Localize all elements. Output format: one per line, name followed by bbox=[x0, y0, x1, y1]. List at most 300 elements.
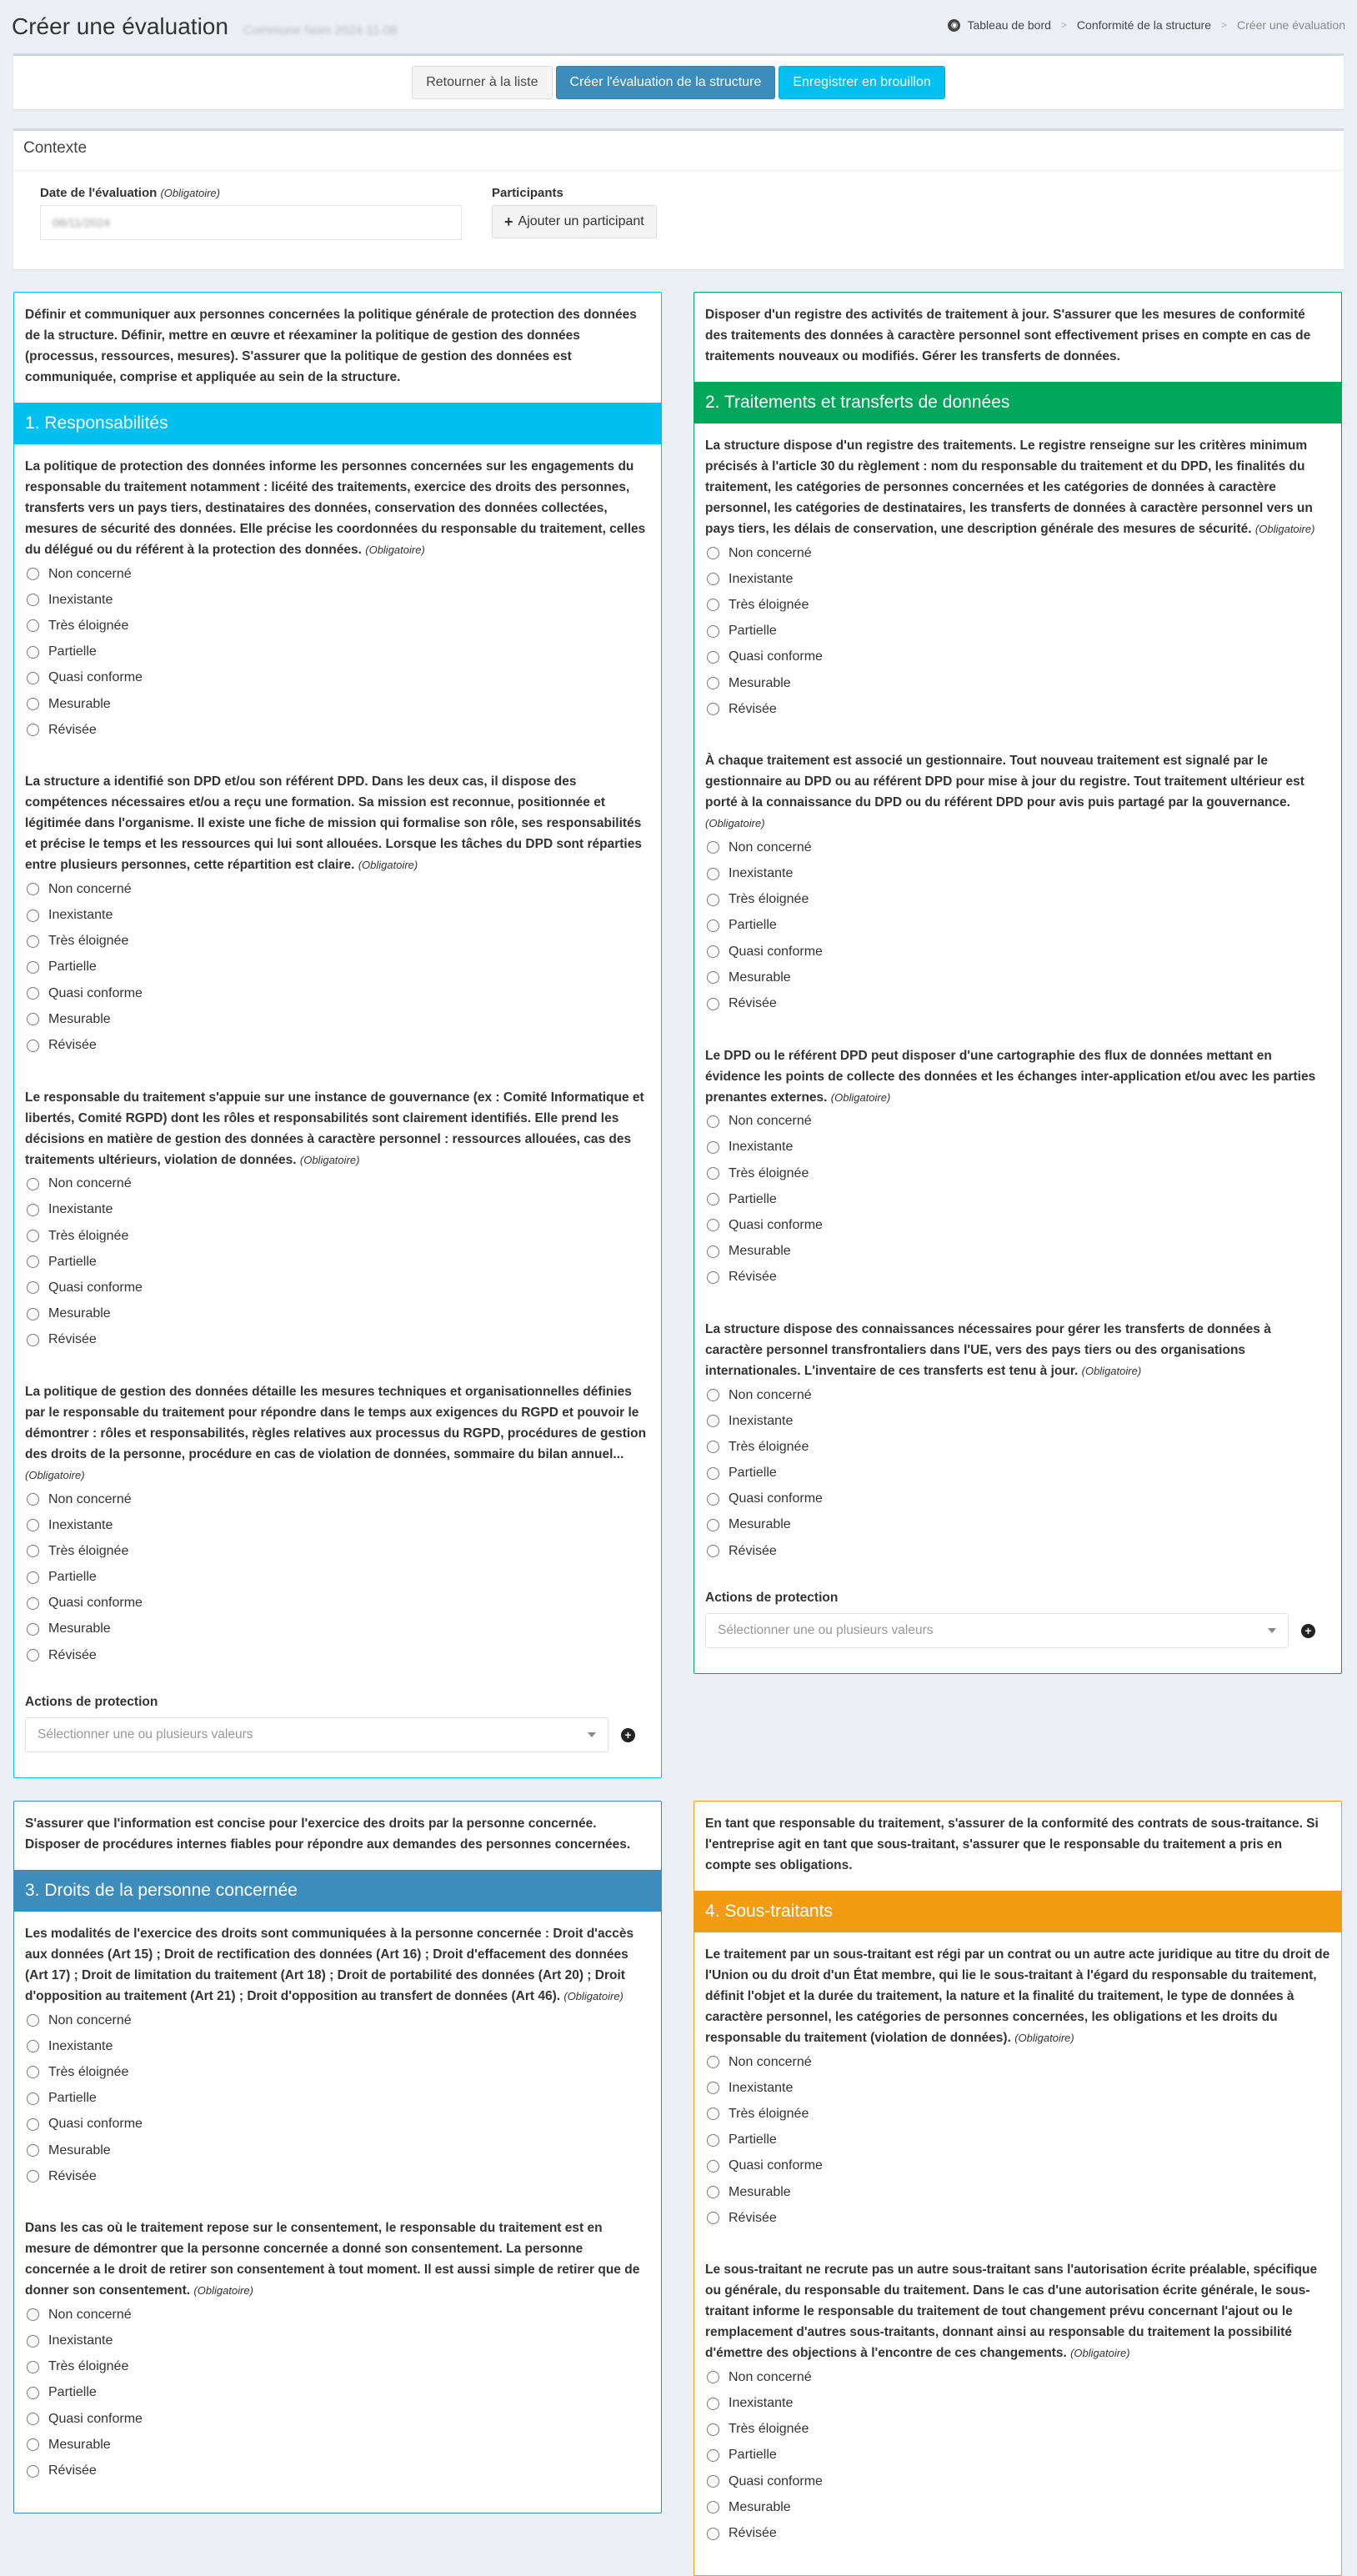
radio-button[interactable] bbox=[707, 2475, 719, 2488]
radio-option[interactable] bbox=[705, 2075, 1330, 2101]
radio-label: Mesurable bbox=[729, 2184, 791, 2199]
radio-button[interactable] bbox=[27, 1649, 39, 1661]
radio-button[interactable] bbox=[707, 1219, 719, 1231]
required-hint: (Obligatoire) bbox=[1014, 2032, 1074, 2044]
radio-button[interactable] bbox=[707, 625, 719, 638]
radio-option[interactable] bbox=[705, 696, 1330, 722]
radio-label: Inexistante bbox=[48, 1517, 113, 1532]
radio-button[interactable] bbox=[707, 1415, 719, 1427]
action-bar bbox=[13, 53, 1344, 109]
radio-label: Quasi conforme bbox=[729, 1491, 823, 1506]
date-input[interactable] bbox=[40, 205, 462, 240]
question-label: Le sous-traitant ne recrute pas un autre sous-traitant sans l'autorisation écrite préalable, spécifique ou générale, du responsable du traitement. Dans le cas d'une autorisation écrite générale, le sous-traitant informe le responsable du traitement de tout changement prévu concernant l'ajout ou le remplacement d'autres sous-traitants, donnant ainsi au responsable du traitement la possibilité d'émettre des objections à l'encontre de ces changements. bbox=[705, 2263, 1318, 2361]
section-column-right-1 bbox=[694, 292, 1342, 1674]
question bbox=[705, 435, 1330, 722]
radio-option[interactable] bbox=[705, 887, 1330, 913]
radio-button[interactable] bbox=[707, 998, 719, 1010]
radio-option[interactable] bbox=[25, 1006, 650, 1032]
radio-option[interactable] bbox=[25, 665, 650, 691]
question-text bbox=[25, 1923, 650, 2007]
radio-label: Inexistante bbox=[48, 2333, 113, 2348]
radio-option[interactable] bbox=[25, 2137, 650, 2163]
actions-protection-row bbox=[25, 1717, 650, 1777]
radio-label: Non concerné bbox=[729, 839, 812, 854]
section-spacer bbox=[694, 1876, 1341, 1891]
radio-button[interactable] bbox=[27, 1230, 39, 1242]
radio-label: Très éloignée bbox=[48, 934, 129, 949]
radio-label: Quasi conforme bbox=[729, 944, 823, 959]
radio-label: Non concerné bbox=[48, 1176, 132, 1191]
radio-option[interactable] bbox=[25, 1032, 650, 1058]
radio-option[interactable] bbox=[705, 1408, 1330, 1434]
radio-button[interactable] bbox=[27, 987, 39, 1000]
radio-option[interactable] bbox=[25, 1538, 650, 1564]
radio-label: Quasi conforme bbox=[48, 985, 143, 1000]
radio-button[interactable] bbox=[707, 1245, 719, 1258]
section-header: 2. Traitements et transferts de données bbox=[694, 382, 1341, 423]
radio-button[interactable] bbox=[27, 2014, 39, 2027]
radio-label: Mesurable bbox=[729, 1517, 791, 1532]
radio-button[interactable] bbox=[707, 2212, 719, 2224]
question-label: La politique de gestion des données détaille les mesures techniques et organisationnelles définies par le responsable du traitement pour répondre dans le temps aux exigences du RGPD et pouvoir le démontrer : rôles et responsabilités, règles relatives aux processus du RGPD, procédures de gestion des droits de la personne, procédure en cas de violation de données, sommaire du bilan annuel... bbox=[25, 1384, 647, 1461]
radio-option[interactable] bbox=[705, 965, 1330, 990]
radio-button[interactable] bbox=[27, 2387, 39, 2399]
page-title-text: Créer une évaluation bbox=[12, 13, 228, 39]
radio-button[interactable] bbox=[707, 2449, 719, 2462]
question bbox=[25, 1923, 650, 2189]
radio-option[interactable] bbox=[25, 691, 650, 717]
radio-option[interactable] bbox=[705, 540, 1330, 566]
radio-option[interactable] bbox=[25, 2406, 650, 2432]
radio-option[interactable] bbox=[25, 587, 650, 613]
breadcrumb-current: Créer une évaluation bbox=[1237, 18, 1345, 32]
question bbox=[25, 456, 650, 743]
radio-label: Non concerné bbox=[48, 881, 132, 896]
radio-option[interactable] bbox=[705, 619, 1330, 644]
radio-option[interactable] bbox=[25, 2380, 650, 2406]
radio-label: Non concerné bbox=[729, 1387, 812, 1402]
radio-label: Quasi conforme bbox=[729, 1217, 823, 1232]
radio-button[interactable] bbox=[707, 2160, 719, 2173]
radio-label: Révisée bbox=[48, 1038, 97, 1053]
section-column-left-2 bbox=[13, 1801, 662, 2513]
radio-button[interactable] bbox=[707, 1141, 719, 1154]
radio-option[interactable] bbox=[705, 644, 1330, 670]
section-body bbox=[14, 1912, 661, 2484]
radio-option[interactable] bbox=[705, 2364, 1330, 2390]
radio-label: Quasi conforme bbox=[48, 2117, 143, 2132]
radio-button[interactable] bbox=[27, 568, 39, 580]
radio-label: Très éloignée bbox=[729, 597, 809, 612]
radio-button[interactable] bbox=[27, 1308, 39, 1321]
page-subtitle: Commune Nom 2024-11-08 bbox=[243, 23, 398, 38]
question-label: Le DPD ou le référent DPD peut disposer d'une cartographie des flux de données mettant en évidence les points de collecte des données et les échanges inter-application et/ou avec les parties prenantes externes. bbox=[705, 1048, 1316, 1105]
radio-button[interactable] bbox=[27, 619, 39, 632]
radio-label: Révisée bbox=[729, 1270, 777, 1285]
radio-option[interactable] bbox=[705, 1461, 1330, 1486]
radio-button[interactable] bbox=[707, 1545, 719, 1557]
page-title bbox=[12, 12, 398, 46]
radio-label: Inexistante bbox=[729, 571, 794, 586]
radio-button[interactable] bbox=[27, 1040, 39, 1052]
radio-button[interactable] bbox=[707, 1167, 719, 1180]
radio-option[interactable] bbox=[25, 2163, 650, 2189]
radio-option[interactable] bbox=[705, 2127, 1330, 2153]
radio-option[interactable] bbox=[705, 834, 1330, 860]
radio-button[interactable] bbox=[27, 1623, 39, 1636]
radio-button[interactable] bbox=[27, 672, 39, 684]
radio-option[interactable] bbox=[25, 1301, 650, 1327]
radio-label: Révisée bbox=[729, 2526, 777, 2541]
radio-button[interactable] bbox=[27, 2170, 39, 2183]
radio-button[interactable] bbox=[707, 677, 719, 689]
radio-button[interactable] bbox=[707, 547, 719, 559]
context-title: Contexte bbox=[13, 131, 1344, 171]
question-label: Le responsable du traitement s'appuie sur une instance de gouvernance (ex : Comité Informatique et libertés, Comité RGPD) dont les rôles et responsabilités sont clairement identifiés. Elle prend les décisions en matière de gestion des données à caractère personnel : ressources allouées, cas des traitements ultérieurs, violation de données. bbox=[25, 1090, 644, 1167]
breadcrumb-dashboard[interactable]: Tableau de bord bbox=[967, 18, 1051, 32]
question-text bbox=[25, 1087, 650, 1170]
radio-option[interactable] bbox=[25, 717, 650, 743]
radio-button[interactable] bbox=[27, 883, 39, 895]
question-text bbox=[705, 1045, 1330, 1108]
radio-option[interactable] bbox=[705, 939, 1330, 965]
question-label: La structure dispose des connaissances nécessaires pour gérer les transferts de données à caractère personnel transfrontaliers dans l'UE, vers des pays tiers ou des organisations internationales. L'inventaire de ces transferts est tenu à jour. bbox=[705, 1321, 1271, 1378]
radio-button[interactable] bbox=[707, 868, 719, 880]
plus-icon: + bbox=[504, 213, 513, 230]
radio-button[interactable] bbox=[707, 945, 719, 958]
radio-option[interactable] bbox=[705, 566, 1330, 592]
section-spacer bbox=[14, 388, 661, 403]
radio-button[interactable] bbox=[707, 2501, 719, 2513]
radio-label: Mesurable bbox=[48, 2437, 111, 2452]
radio-button[interactable] bbox=[27, 1013, 39, 1025]
add-action-icon[interactable]: + bbox=[621, 1728, 635, 1742]
radio-option[interactable] bbox=[25, 1512, 650, 1538]
radio-option[interactable] bbox=[705, 2179, 1330, 2205]
radio-option[interactable] bbox=[705, 2468, 1330, 2494]
radio-option[interactable] bbox=[25, 1642, 650, 1668]
radio-label: Mesurable bbox=[48, 696, 111, 711]
radio-label: Partielle bbox=[48, 2385, 97, 2400]
required-hint: (Obligatoire) bbox=[830, 1090, 891, 1104]
radio-option[interactable] bbox=[25, 2112, 650, 2137]
section-body bbox=[14, 444, 661, 1777]
radio-button[interactable] bbox=[27, 2118, 39, 2131]
radio-option[interactable] bbox=[25, 929, 650, 955]
radio-button[interactable] bbox=[707, 1519, 719, 1531]
radio-option[interactable] bbox=[705, 1512, 1330, 1538]
radio-label: Non concerné bbox=[729, 1114, 812, 1129]
breadcrumb bbox=[948, 18, 1345, 32]
radio-option[interactable] bbox=[25, 613, 650, 639]
add-participant-label: Ajouter un participant bbox=[518, 214, 644, 228]
radio-button[interactable] bbox=[27, 1204, 39, 1216]
question-label: À chaque traitement est associé un gestionnaire. Tout nouveau traitement est signalé par le gestionnaire au DPD ou au référent DPD pour mise à jour du registre. Tout traitement ultérieur est porté à la connaissance du DPD ou du référent DPD pour avis puis partagé par la gouvernance. bbox=[705, 754, 1304, 810]
radio-option[interactable] bbox=[25, 955, 650, 980]
radio-option[interactable] bbox=[705, 1135, 1330, 1160]
radio-option[interactable] bbox=[705, 2391, 1330, 2417]
radio-label: Inexistante bbox=[48, 592, 113, 607]
radio-button[interactable] bbox=[27, 1178, 39, 1190]
radio-button[interactable] bbox=[707, 2398, 719, 2410]
radio-label: Révisée bbox=[729, 1543, 777, 1558]
question bbox=[705, 2259, 1330, 2546]
section-body bbox=[694, 423, 1341, 1673]
radio-label: Mesurable bbox=[729, 2499, 791, 2514]
radio-button[interactable] bbox=[27, 2335, 39, 2348]
radio-button[interactable] bbox=[27, 2066, 39, 2078]
radio-button[interactable] bbox=[27, 2413, 39, 2425]
create-evaluation-button[interactable]: Créer l'évaluation de la structure bbox=[556, 66, 776, 99]
save-draft-button[interactable]: Enregistrer en brouillon bbox=[779, 66, 944, 99]
section-intro: Définir et communiquer aux personnes concernées la politique générale de protection des données de la structure. Définir, mettre en œuvre et réexaminer la politique de gestion des données (processus, ressources, mesures). S'assurer que la politique de gestion des données est communiquée, comprise et appliquée au sein de la structure. bbox=[25, 308, 637, 384]
select-placeholder: Sélectionner une ou plusieurs valeurs bbox=[38, 1727, 253, 1742]
radio-button[interactable] bbox=[27, 1493, 39, 1506]
section-body bbox=[694, 1932, 1341, 2547]
question bbox=[25, 2218, 650, 2483]
radio-option[interactable] bbox=[25, 980, 650, 1006]
radio-button[interactable] bbox=[27, 2040, 39, 2052]
radio-button[interactable] bbox=[707, 2528, 719, 2540]
radio-option[interactable] bbox=[705, 592, 1330, 618]
radio-option[interactable] bbox=[25, 1223, 650, 1249]
radio-option[interactable] bbox=[25, 2033, 650, 2059]
question bbox=[705, 1319, 1330, 1564]
section-responsabilites bbox=[13, 292, 662, 1778]
radio-option[interactable] bbox=[25, 1197, 650, 1223]
radio-button[interactable] bbox=[707, 2107, 719, 2120]
radio-button[interactable] bbox=[27, 1545, 39, 1557]
radio-button[interactable] bbox=[707, 920, 719, 932]
radio-button[interactable] bbox=[707, 1193, 719, 1205]
actions-protection-row bbox=[705, 1613, 1330, 1673]
radio-button[interactable] bbox=[27, 1334, 39, 1346]
question-text bbox=[25, 456, 650, 560]
radio-option[interactable] bbox=[25, 2354, 650, 2380]
radio-option[interactable] bbox=[25, 2328, 650, 2354]
radio-option[interactable] bbox=[705, 1239, 1330, 1265]
radio-button[interactable] bbox=[27, 646, 39, 659]
radio-option[interactable] bbox=[25, 876, 650, 902]
radio-label: Non concerné bbox=[48, 2012, 132, 2027]
radio-button[interactable] bbox=[27, 1571, 39, 1584]
radio-button[interactable] bbox=[707, 703, 719, 715]
radio-option[interactable] bbox=[705, 1109, 1330, 1135]
radio-label: Révisée bbox=[729, 701, 777, 716]
radio-button[interactable] bbox=[707, 894, 719, 906]
radio-option[interactable] bbox=[705, 2494, 1330, 2520]
radio-label: Très éloignée bbox=[729, 2422, 809, 2437]
add-action-icon[interactable]: + bbox=[1301, 1624, 1315, 1638]
radio-option[interactable] bbox=[705, 2049, 1330, 2075]
radio-option[interactable] bbox=[25, 2086, 650, 2112]
radio-label: Mesurable bbox=[48, 1011, 111, 1026]
radio-option[interactable] bbox=[25, 2007, 650, 2033]
radio-button[interactable] bbox=[707, 2082, 719, 2094]
radio-button[interactable] bbox=[27, 910, 39, 922]
radio-button[interactable] bbox=[707, 573, 719, 585]
radio-label: Très éloignée bbox=[729, 892, 809, 907]
radio-button[interactable] bbox=[27, 961, 39, 974]
radio-label: Quasi conforme bbox=[729, 649, 823, 664]
radio-option[interactable] bbox=[25, 903, 650, 929]
radio-label: Très éloignée bbox=[48, 2064, 129, 2079]
radio-button[interactable] bbox=[27, 1597, 39, 1610]
required-hint: (Obligatoire) bbox=[25, 1468, 85, 1481]
radio-button[interactable] bbox=[707, 1441, 719, 1453]
radio-label: Partielle bbox=[729, 2132, 777, 2148]
radio-label: Très éloignée bbox=[48, 1228, 129, 1243]
radio-option[interactable] bbox=[25, 2059, 650, 2085]
radio-label: Inexistante bbox=[729, 1140, 794, 1155]
radio-button[interactable] bbox=[707, 651, 719, 664]
radio-option[interactable] bbox=[705, 913, 1330, 939]
add-participant-button[interactable] bbox=[492, 205, 657, 238]
radio-button[interactable] bbox=[27, 594, 39, 606]
radio-button[interactable] bbox=[27, 698, 39, 710]
participants-label: Participants bbox=[492, 186, 563, 200]
radio-label: Partielle bbox=[729, 624, 777, 639]
radio-button[interactable] bbox=[27, 2465, 39, 2478]
question-text bbox=[705, 2259, 1330, 2363]
radio-option[interactable] bbox=[705, 2443, 1330, 2468]
radio-option[interactable] bbox=[705, 1382, 1330, 1408]
actions-protection-select[interactable] bbox=[25, 1717, 608, 1752]
radio-label: Non concerné bbox=[48, 1491, 132, 1506]
radio-label: Non concerné bbox=[729, 2054, 812, 2069]
radio-option[interactable] bbox=[705, 1434, 1330, 1460]
section-spacer bbox=[14, 1855, 661, 1870]
radio-button[interactable] bbox=[707, 2186, 719, 2198]
question-label: Les modalités de l'exercice des droits sont communiquées à la personne concernée : Droit d'accès aux données (Art 15) ; Droit de rectification des données (Art 16) ; Droit d'effacement des données (Art 17) ; Droit de limitation du traitement (Art 18) ; Droit de portabilité des données (Art 20) ; Droit d'opposition au traitement (Art 21) ; Droit d'opposition au transfert de données (Art 46). bbox=[25, 1927, 634, 2003]
radio-option[interactable] bbox=[705, 2520, 1330, 2546]
radio-label: Partielle bbox=[48, 2091, 97, 2106]
radio-button[interactable] bbox=[707, 1115, 719, 1128]
question bbox=[25, 771, 650, 1058]
radio-label: Inexistante bbox=[729, 2396, 794, 2411]
radio-label: Quasi conforme bbox=[48, 1596, 143, 1611]
content-header bbox=[0, 0, 1357, 53]
radio-button[interactable] bbox=[707, 1271, 719, 1284]
radio-button[interactable] bbox=[707, 841, 719, 854]
radio-label: Très éloignée bbox=[729, 2106, 809, 2121]
radio-option[interactable] bbox=[705, 2205, 1330, 2231]
radio-option[interactable] bbox=[25, 2302, 650, 2328]
radio-button[interactable] bbox=[707, 2423, 719, 2436]
breadcrumb-conformite[interactable]: Conformité de la structure bbox=[1076, 18, 1211, 32]
radio-label: Très éloignée bbox=[48, 618, 129, 633]
radio-button[interactable] bbox=[27, 2361, 39, 2373]
question-label: Dans les cas où le traitement repose sur le consentement, le responsable du traitement est en mesure de démontrer que la personne concernée a donné son consentement. La personne concernée a le droit de retirer son consentement à tout moment. Il est aussi simple de retirer que de donner son consentement. bbox=[25, 2221, 640, 2298]
radio-option[interactable] bbox=[25, 639, 650, 665]
radio-option[interactable] bbox=[705, 2101, 1330, 2127]
radio-button[interactable] bbox=[707, 971, 719, 984]
actions-protection-label: Actions de protection bbox=[705, 1591, 839, 1606]
radio-label: Très éloignée bbox=[48, 1543, 129, 1558]
radio-button[interactable] bbox=[707, 2134, 719, 2147]
radio-option[interactable] bbox=[705, 861, 1330, 887]
radio-button[interactable] bbox=[707, 599, 719, 611]
radio-button[interactable] bbox=[27, 2144, 39, 2157]
radio-option[interactable] bbox=[25, 2432, 650, 2458]
section-intro: En tant que responsable du traitement, s'assurer de la conformité des contrats de sous-traitance. Si l'entreprise agit en tant que sous-traitant, s'assurer que le responsable du traitement a pris en compte ses obligations. bbox=[705, 1817, 1319, 1872]
radio-label: Quasi conforme bbox=[48, 2411, 143, 2426]
radio-option[interactable] bbox=[705, 2417, 1330, 2443]
radio-label: Non concerné bbox=[729, 2369, 812, 2384]
radio-button[interactable] bbox=[27, 2438, 39, 2451]
question-text bbox=[705, 435, 1330, 539]
required-hint: (Obligatoire) bbox=[365, 544, 425, 556]
radio-button[interactable] bbox=[27, 935, 39, 948]
radio-option[interactable] bbox=[705, 1186, 1330, 1212]
radio-button[interactable] bbox=[27, 1281, 39, 1294]
radio-label: Mesurable bbox=[729, 1244, 791, 1259]
radio-option[interactable] bbox=[705, 1486, 1330, 1512]
radio-option[interactable] bbox=[25, 1249, 650, 1275]
radio-option[interactable] bbox=[705, 1160, 1330, 1186]
radio-button[interactable] bbox=[707, 2056, 719, 2068]
radio-label: Très éloignée bbox=[729, 1165, 809, 1180]
radio-label: Très éloignée bbox=[48, 2359, 129, 2374]
radio-label: Révisée bbox=[729, 2210, 777, 2225]
radio-button[interactable] bbox=[27, 2092, 39, 2105]
breadcrumb-separator: > bbox=[1221, 19, 1228, 31]
radio-label: Inexistante bbox=[48, 1202, 113, 1217]
radio-option[interactable] bbox=[25, 1616, 650, 1642]
section-column-left-1 bbox=[13, 292, 662, 1778]
question-label: La politique de protection des données informe les personnes concernées sur les engagements du responsable du traitement notamment : licéité des traitements, exercice des droits des personnes, transferts vers un pays tiers, destinataires des données, conservation des données collectées, mesures de sécurité des données. Elle précise les coordonnées du responsable du traitement, celles du délégué ou du référent à la protection des données. bbox=[25, 459, 646, 557]
radio-option[interactable] bbox=[25, 1275, 650, 1301]
radio-button[interactable] bbox=[27, 724, 39, 736]
radio-option[interactable] bbox=[25, 1486, 650, 1512]
actions-protection-select[interactable] bbox=[705, 1613, 1289, 1648]
radio-option[interactable] bbox=[25, 2458, 650, 2483]
radio-option[interactable] bbox=[25, 1171, 650, 1197]
question-text bbox=[25, 771, 650, 875]
radio-label: Inexistante bbox=[48, 908, 113, 923]
radio-button[interactable] bbox=[27, 1255, 39, 1268]
radio-button[interactable] bbox=[27, 1519, 39, 1531]
radio-option[interactable] bbox=[25, 561, 650, 587]
radio-label: Mesurable bbox=[48, 1621, 111, 1636]
required-hint: (Obligatoire) bbox=[358, 859, 418, 872]
radio-option[interactable] bbox=[705, 990, 1330, 1016]
required-hint: (Obligatoire) bbox=[1081, 1364, 1142, 1377]
radio-option[interactable] bbox=[25, 1327, 650, 1353]
question-text bbox=[705, 1319, 1330, 1381]
question-label: La structure a identifié son DPD et/ou son référent DPD. Dans les deux cas, il dispose des compétences nécessaires et/ou a reçu une formation. Sa mission est reconnue, positionnée et légitimée dans l'organisme. Il existe une fiche de mission qui formalise son rôle, ses responsabilités et précise le temps et les ressources qui lui sont allouées. Lorsque les tâches du DPD sont réparties entre plusieurs personnes, cette répartition est claire. bbox=[25, 774, 642, 873]
radio-option[interactable] bbox=[25, 1565, 650, 1591]
date-label-text: Date de l'évaluation bbox=[40, 186, 158, 200]
radio-button[interactable] bbox=[707, 1493, 719, 1506]
radio-button[interactable] bbox=[707, 1389, 719, 1401]
radio-option[interactable] bbox=[705, 1265, 1330, 1291]
radio-button[interactable] bbox=[707, 1467, 719, 1480]
radio-label: Quasi conforme bbox=[729, 2158, 823, 2173]
question bbox=[25, 1087, 650, 1353]
radio-label: Révisée bbox=[729, 996, 777, 1011]
radio-option[interactable] bbox=[25, 1591, 650, 1616]
radio-button[interactable] bbox=[707, 2371, 719, 2383]
radio-label: Quasi conforme bbox=[48, 670, 143, 685]
radio-option[interactable] bbox=[705, 1538, 1330, 1564]
radio-option[interactable] bbox=[705, 670, 1330, 696]
required-hint: (Obligatoire) bbox=[1254, 523, 1315, 535]
radio-option[interactable] bbox=[705, 2153, 1330, 2179]
radio-button[interactable] bbox=[27, 2308, 39, 2321]
radio-option[interactable] bbox=[705, 1212, 1330, 1238]
back-to-list-button[interactable]: Retourner à la liste bbox=[412, 66, 552, 99]
